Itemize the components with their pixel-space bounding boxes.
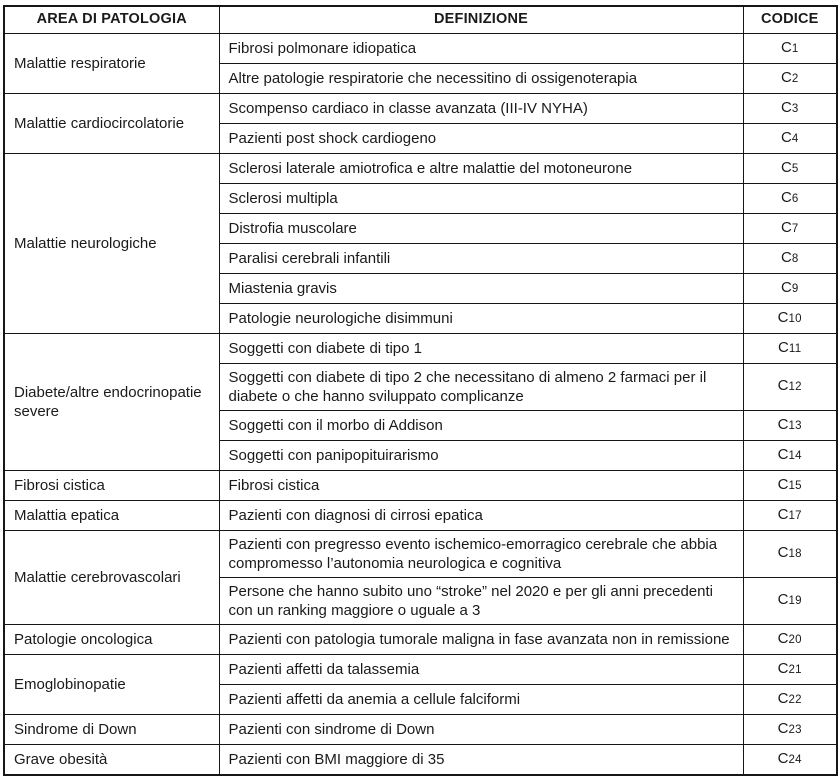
code-number: 14 (788, 449, 802, 462)
definition-cell: Scompenso cardiaco in classe avanzata (III-IV NYHA) (219, 93, 743, 123)
code-letter: C (780, 98, 792, 116)
area-cell: Fibrosi cistica (4, 470, 219, 500)
definition-cell: Sclerosi laterale amiotrofica e altre malattie del motoneurone (219, 153, 743, 183)
code-letter: C (777, 689, 789, 707)
code-cell (743, 654, 837, 684)
code-cell (743, 577, 837, 624)
code-cell (743, 333, 837, 363)
definition-cell: Patologie neurologiche disimmuni (219, 303, 743, 333)
code-cell (743, 684, 837, 714)
definition-cell: Fibrosi cistica (219, 470, 743, 500)
code-cell (743, 33, 837, 63)
col-header-area: AREA DI PATOLOGIA (4, 6, 219, 33)
code-number: 3 (791, 102, 799, 115)
header-row (4, 6, 837, 33)
table-row (4, 470, 837, 500)
table-row (4, 153, 837, 183)
code-letter: C (777, 629, 789, 647)
area-cell: Emoglobinopatie (4, 654, 219, 714)
code-letter: C (777, 415, 789, 433)
code-cell (743, 123, 837, 153)
code-number: 11 (788, 342, 802, 355)
table-header (4, 6, 837, 33)
code-letter: C (777, 445, 789, 463)
table-row (4, 93, 837, 123)
area-cell: Malattie cerebrovascolari (4, 530, 219, 624)
definition-cell: Soggetti con panipopituirarismo (219, 440, 743, 470)
code-cell (743, 273, 837, 303)
code-letter: C (780, 278, 792, 296)
area-cell: Sindrome di Down (4, 714, 219, 744)
code-cell (743, 744, 837, 775)
code-number: 24 (788, 753, 802, 766)
code-cell (743, 530, 837, 577)
definition-cell: Distrofia muscolare (219, 213, 743, 243)
definition-cell: Soggetti con diabete di tipo 1 (219, 333, 743, 363)
definition-cell: Pazienti affetti da anemia a cellule falciformi (219, 684, 743, 714)
definition-cell: Miastenia gravis (219, 273, 743, 303)
definition-cell: Persone che hanno subito uno “stroke” nel 2020 e per gli anni precedenti con un ranking maggiore o uguale a 3 (219, 577, 743, 624)
table-row (4, 333, 837, 363)
code-letter: C (777, 544, 789, 561)
definition-cell: Pazienti post shock cardiogeno (219, 123, 743, 153)
code-number: 8 (791, 252, 799, 265)
code-letter: C (780, 68, 792, 86)
code-number: 4 (791, 132, 799, 145)
code-number: 23 (788, 723, 802, 736)
definition-cell: Pazienti con patologia tumorale maligna in fase avanzata non in remissione (219, 624, 743, 654)
code-cell (743, 63, 837, 93)
code-letter: C (777, 591, 789, 608)
table-row (4, 744, 837, 775)
definition-cell: Pazienti con BMI maggiore di 35 (219, 744, 743, 775)
code-cell (743, 213, 837, 243)
definition-cell: Altre patologie respiratorie che necessitino di ossigenoterapia (219, 63, 743, 93)
code-letter: C (780, 188, 792, 206)
code-letter: C (777, 505, 789, 523)
area-cell: Patologie oncologica (4, 624, 219, 654)
code-cell (743, 363, 837, 410)
col-header-definizione: DEFINIZIONE (219, 6, 743, 33)
code-cell (743, 470, 837, 500)
code-number: 1 (791, 42, 799, 55)
definition-cell: Sclerosi multipla (219, 183, 743, 213)
code-cell (743, 243, 837, 273)
code-number: 19 (788, 595, 802, 607)
code-letter: C (780, 128, 792, 146)
area-cell: Diabete/altre endocrinopatie severe (4, 333, 219, 470)
code-cell (743, 624, 837, 654)
table-body (4, 33, 837, 775)
area-cell: Malattie cardiocircolatorie (4, 93, 219, 153)
table-row (4, 530, 837, 577)
code-number: 9 (791, 282, 799, 295)
area-cell: Malattia epatica (4, 500, 219, 530)
code-number: 10 (788, 312, 802, 325)
code-number: 15 (788, 479, 802, 492)
code-letter: C (777, 719, 789, 737)
code-letter: C (780, 248, 792, 266)
code-letter: C (778, 338, 789, 356)
code-cell (743, 93, 837, 123)
area-cell: Grave obesità (4, 744, 219, 775)
table-row (4, 500, 837, 530)
code-number: 22 (788, 693, 802, 706)
table-row (4, 624, 837, 654)
code-cell (743, 440, 837, 470)
code-letter: C (780, 158, 792, 176)
code-letter: C (780, 38, 792, 56)
code-cell (743, 153, 837, 183)
code-number: 21 (788, 663, 802, 676)
code-number: 5 (791, 162, 799, 175)
definition-cell: Soggetti con il morbo di Addison (219, 410, 743, 440)
code-number: 13 (788, 419, 802, 432)
definition-cell: Pazienti affetti da talassemia (219, 654, 743, 684)
code-cell (743, 183, 837, 213)
code-number: 2 (791, 72, 799, 85)
area-cell: Malattie neurologiche (4, 153, 219, 333)
pathology-table (3, 5, 838, 776)
code-cell (743, 303, 837, 333)
definition-cell: Soggetti con diabete di tipo 2 che necessitano di almeno 2 farmaci per il diabete o che hanno sviluppato complicanze (219, 363, 743, 410)
code-letter: C (777, 475, 789, 493)
definition-cell: Pazienti con diagnosi di cirrosi epatica (219, 500, 743, 530)
definition-cell: Pazienti con sindrome di Down (219, 714, 743, 744)
code-cell (743, 714, 837, 744)
code-number: 12 (788, 381, 802, 393)
code-cell (743, 410, 837, 440)
code-letter: C (780, 218, 792, 236)
code-number: 18 (788, 548, 802, 560)
code-letter: C (777, 377, 789, 394)
code-letter: C (777, 659, 789, 677)
code-letter: C (777, 749, 789, 767)
code-cell (743, 500, 837, 530)
code-letter: C (777, 308, 789, 326)
definition-cell: Paralisi cerebrali infantili (219, 243, 743, 273)
code-number: 17 (788, 509, 802, 522)
code-number: 20 (788, 633, 802, 646)
code-number: 7 (791, 222, 799, 235)
definition-cell: Pazienti con pregresso evento ischemico-emorragico cerebrale che abbia compromesso l’autonomia neurologica e cognitiva (219, 530, 743, 577)
table-row (4, 714, 837, 744)
table-row (4, 33, 837, 63)
definition-cell: Fibrosi polmonare idiopatica (219, 33, 743, 63)
col-header-codice: CODICE (743, 6, 837, 33)
table-row (4, 654, 837, 684)
area-cell: Malattie respiratorie (4, 33, 219, 93)
code-number: 6 (791, 192, 799, 205)
